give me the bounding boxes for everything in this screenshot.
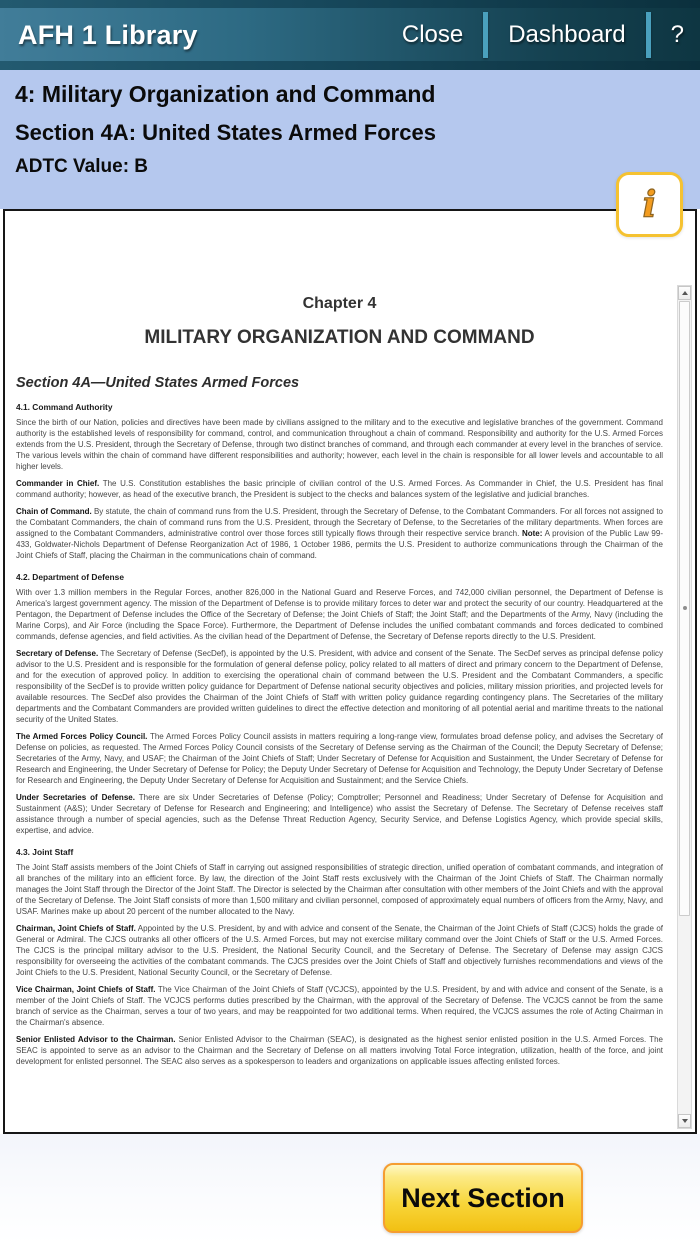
doc-chapter-title: MILITARY ORGANIZATION AND COMMAND [144,327,535,348]
doc-subheading: 4.1. Command Authority [16,402,113,412]
scroll-up-button[interactable] [678,286,691,300]
footer-bar [0,1134,700,1244]
doc-section-heading: Section 4A—United States Armed Forces [16,375,300,391]
doc-paragraph: Vice Chairman, Joint Chiefs of Staff. The Vice Chairman of the Joint Chiefs of Staff (VCJCS), appointed by the U.S. President, by and with advice and consent of the Senate, is a member of the Joint Chiefs of Staff. The VCJCS performs duties prescribed by the Chairman, with the approval of the Secretary of Defense. The VCJCS cannot be from the same branch of service as the Chairman, serves a tour of two years, and may be reappointed for two additional terms. When required, the VCJCS assumes the role of Acting Chairman in the Chairman's absence. [16,985,664,1027]
doc-paragraph: Senior Enlisted Advisor to the Chairman. Senior Enlisted Advisor to the Chairman (SEAC), is designated as the highest senior enlisted position in the U.S. Armed Forces. The SEAC is appointed to serve as an advisor to the Chairman and the Secretary of Defense on all matters involving Total Force integration, utilization, health of the force, and joint development for enlisted personnel. The SEAC also serves as a spokesperson to leaders and organizations on applicable issues affecting enlisted forces. [16,1035,663,1066]
doc-paragraph: Chain of Command. By statute, the chain of command runs from the U.S. President, through the Secretary of Defense, to the Combatant Commanders. For all forces not assigned to the Combatant Commanders, the chain of command runs from the U.S. President, through the Secretary of Defense, to the Secretaries of the military departments. When forces are assigned to the Combatant Commanders, administrative control over those forces still typically flows through their respective service branch. Note: A provision of the Public Law 99-433, Goldwater-Nichols Department of Defense Reorganization Act of 1986, 1 October 1986, permits the U.S. President to authorize communications through the Chairman of the Joint Chiefs of Staff, placing the Chairman in the communications chain of command. [16,507,663,560]
header-actions [396,12,686,58]
doc-subheading: 4.2. Department of Defense [16,572,124,582]
app-header [0,0,700,70]
doc-paragraph: Under Secretaries of Defense. There are six Under Secretaries of Defense (Policy; Comptroller; Personnel and Readiness; Under Secretary of Defense for Acquisition and Sustainment (A&S); Under Secretary of Defense for Research and Engineering; and Intelligence) who assist the Secretary of Defense. The Secretary of Defense receives staff assistance through a number of special agencies, such as the Defense Threat Reduction Agency, Security Service, and Defense Logistics Agency, which provide special skills, expertise, and advice. [16,793,664,835]
header-divider [646,12,651,58]
doc-paragraph: The Armed Forces Policy Council. The Armed Forces Policy Council assists in matters requiring a long-range view, formulates broad defense policy, and advises the Secretary of Defense on policies, as requested. The Armed Forces Policy Council consists of the Secretary of Defense serving as the Chairman of the Council; the Deputy Secretary of Defense; Secretaries of the Army, Navy, and USAF; the Chairman of the Joint Chiefs of Staff; Under Secretary of Defense for Acquisition and Sustainment, the Under Secretary of Defense for Research and Engineering, the Under Secretary of Defense for Policy; the Deputy Under Secretary of Defense for Acquisition and Technology, the Deputy Under Secretary of Defense for Research and Engineering, the Deputy Under Secretary of Defense for Acquisition and Sustainment; and the Service Chiefs. [16,732,664,785]
doc-paragraph: Commander in Chief. The U.S. Constitution establishes the basic principle of civilian control of the U.S. Armed Forces. As Commander in Chief, the U.S. President has final command authority; however, as head of the executive branch, the President is subject to the checks and balances system of the legislative and judicial branches. [16,479,664,499]
info-icon: i [642,183,657,226]
doc-paragraph: Since the birth of our Nation, policies and directives have been made by civilians assigned to the military and to the executive and legislative branches of the government. Command authority is the established levels of responsibility for command, control, and communication throughout a chain of command. Responsibility and authority for the U.S. Armed Forces extends from the U.S. President, through the Secretary of Defense, through two distinct branches of command, and through each commander at every level in the branches of service. The various levels within the chain of command have different responsibilities and authority; however, each level in the chain is responsible for all lower levels and accountable to all higher levels. [16,418,663,471]
doc-subheading: 4.3. Joint Staff [16,847,74,857]
doc-paragraph: Chairman, Joint Chiefs of Staff. Appointed by the U.S. President, by and with advice and consent of the Senate, the Chairman of the Joint Chiefs of Staff (CJCS) holds the grade of General or Admiral. The CJCS outranks all other officers of the U.S. Armed Forces, but may not exercise military command over the Joint Chiefs of Staff or the U.S. Armed Forces. The CJCS is the principal military advisor to the U.S. President, the National Security Council, and the Secretary of Defense. The Secretary of Defense may assign CJCS responsibility for overseeing the activities of the combatant commands. The CJCS presides over the Joint Chiefs of Staff and objectively furnishes recommendations and views of the Joint Chiefs to the U.S. President, National Security Council, or the Secretary of Defense. [16,924,664,977]
scrollbar-grip-icon [683,606,687,610]
document-scroll-area[interactable] [5,211,695,1132]
scrollbar-track[interactable] [677,285,692,1129]
chapter-title: 4: Military Organization and Command [15,81,436,107]
doc-paragraph: With over 1.3 million members in the Regular Forces, another 826,000 in the National Guard and Reserve Forces, and 742,000 civilian personnel, the Department of Defense is America's largest government agency. The mission of the Department of Defense is to provide military forces to deter war and protect the security of our country. Headquartered at the Pentagon, the Department of Defense includes the Office of the Secretary of Defense; the Joint Chiefs of Staff; the Joint Staff; and the Departments of the Army, Navy (including the Marine Corps), and Air Force (including the Space Force). Furthermore, the Department of Defense includes the unified combatant commands and forces dedicated to combined commands, defense agencies, and field activities. As the civilian head of the Department of Defense, the Secretary of Defense reports directly to the U.S. President. [16,588,663,641]
dashboard-button[interactable]: Dashboard [508,21,626,48]
document-blocks [16,402,663,1067]
arrow-up-icon [682,291,688,295]
close-button[interactable]: Close [401,21,464,48]
section-title: Section 4A: United States Armed Forces [15,120,436,145]
arrow-down-icon [682,1119,688,1123]
header-divider [483,12,488,58]
doc-paragraph: Secretary of Defense. The Secretary of Defense (SecDef), is appointed by the U.S. President, with advice and consent of the Senate. The SecDef serves as principal defense policy advisor to the U.S. President and is responsible for the formulation of general defense policy, policy related to all matters of direct and primary concern to the Department of Defense, and for the execution of approved policy. In addition to exercising the operational chain of command between the U.S. President and the Combatant Commanders, a specific responsibility of the SecDef is to provide written policy guidance for Department of Defense national security objectives and policies, military mission priorities, and projected levels for available resources. The SecDef also provides the Chairman of the Joint Chiefs of Staff with written policy guidance regarding contingency plans. The Secretaries of the military departments and the Combatant Commanders are provided written guidelines to direct the effective detection and monitoring of all potential aerial and maritime threats to the national security of the United States. [16,649,663,724]
scroll-down-button[interactable] [678,1114,691,1128]
scrollbar-thumb[interactable] [679,301,690,916]
doc-paragraph: The Joint Staff assists members of the Joint Chiefs of Staff in carrying out assigned responsibilities of strategic direction, unified operation of combatant commands, and integration of all branches of the military into an efficient force. By law, the direction of the Joint Staff rests exclusively with the Chairman of the Joint Chiefs of Staff. The Chairman normally manages the Joint Staff through the Director of the Joint Staff. The Director is selected by the Chairman after consultation with other members of the Joint Chiefs and with the approval of the Secretary of Defense. The Joint Staff consists of more than 1,500 military and civilian personnel, composed of approximately equal numbers of officers from the Army, Navy, and USAF. Marines make up about 20 percent of the number allocated to the Navy. [16,863,663,916]
doc-chapter-heading: Chapter 4 [302,295,377,312]
section-info-panel [0,70,700,209]
adtc-value: ADTC Value: B [15,156,149,177]
app-title: AFH 1 Library [18,19,198,50]
document-viewer [3,209,697,1134]
next-section-button[interactable]: Next Section [383,1163,583,1233]
help-button[interactable]: ? [670,21,684,48]
info-button[interactable] [616,172,683,237]
